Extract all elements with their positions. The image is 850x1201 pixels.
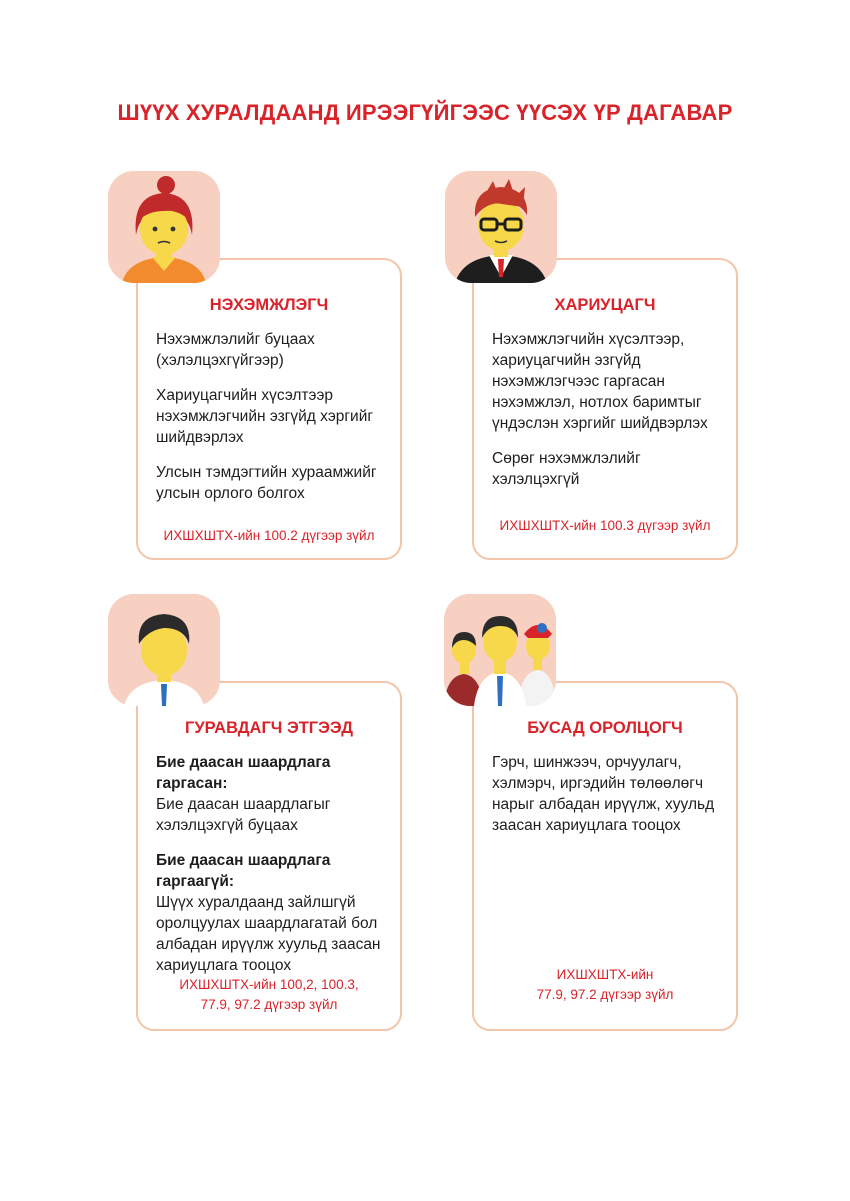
third-party-section-1-text: Бие даасан шаардлагыг хэлэлцэхгүй буцаах: [156, 796, 331, 834]
third-party-section-2-heading: Бие даасан шаардлага гаргаагүй:: [156, 852, 331, 890]
third-party-card: [136, 681, 402, 1031]
plaintiff-paragraph-2: Хариуцагчийн хүсэлтээр нэхэмжлэгчийн эзгүйд хэргийг шийдвэрлэх: [156, 387, 373, 446]
other-participants-reference-line-1: ИХШХШТХ-ийн: [556, 967, 654, 982]
third-party-section-2-text: Шүүх хуралдаанд зайлшгүй оролцуулах шаардлагатай бол албадан ирүүлж хуульд заасан хариуцлага тооцох: [156, 894, 381, 974]
defendant-paragraph-1: Нэхэмжлэгчийн хүсэлтээр, хариуцагчийн эзгүйд нэхэмжлэгчээс гаргасан нэхэмжлэл, нотлох баримтыг үндэслэн хэргийг шийдвэрлэх: [492, 331, 708, 432]
woman-avatar-icon: [108, 171, 220, 283]
defendant-card-title: ХАРИУЦАГЧ: [554, 296, 656, 314]
other-participants-paragraph-1: Гэрч, шинжээч, орчуулагч, хэлмэрч, иргэдийн төлөөлөгч нарыг албадан ирүүлж, хуульд заасан хариуцлага тооцох: [492, 754, 715, 834]
defendant-card: [472, 258, 738, 560]
plaintiff-card-title: НЭХЭМЖЛЭГЧ: [209, 296, 329, 314]
man-avatar-icon: [108, 594, 220, 706]
group-avatar-icon: [444, 594, 556, 706]
plaintiff-paragraph-1: Нэхэмжлэлийг буцаах (хэлэлцэхгүйгээр): [156, 331, 315, 369]
plaintiff-card: [136, 258, 402, 560]
third-party-section-1: [156, 752, 382, 836]
third-party-section-2: [156, 850, 382, 976]
defendant-paragraph-2: Сөрөг нэхэмжлэлийг хэлэлцэхгүй: [492, 450, 641, 488]
third-party-reference-line-1: ИХШХШТХ-ийн 100,2, 100.3,: [179, 977, 359, 992]
plaintiff-reference: ИХШХШТХ-ийн 100.2 дүгээр зүйл: [163, 528, 375, 543]
page-title: ШҮҮХ ХУРАЛДААНД ИРЭЭГҮЙГЭЭС ҮҮСЭХ ҮР ДАГАВАР: [117, 100, 733, 125]
third-party-reference-line-2: 77.9, 97.2 дүгээр зүйл: [200, 997, 338, 1012]
other-participants-card: [472, 681, 738, 1031]
plaintiff-paragraph-3: Улсын тэмдэгтийн хураамжийг улсын орлого болгох: [156, 464, 377, 502]
other-participants-reference: [474, 965, 736, 1005]
third-party-reference: [138, 975, 400, 1015]
other-participants-card-title: БУСАД ОРОЛЦОГЧ: [527, 719, 683, 737]
third-party-section-1-heading: Бие даасан шаардлага гаргасан:: [156, 754, 331, 792]
man-with-glasses-avatar-icon: [445, 171, 557, 283]
defendant-reference: ИХШХШТХ-ийн 100.3 дүгээр зүйл: [499, 518, 711, 533]
other-participants-reference-line-2: 77.9, 97.2 дүгээр зүйл: [536, 987, 674, 1002]
third-party-card-title: ГУРАВДАГЧ ЭТГЭЭД: [185, 719, 353, 737]
